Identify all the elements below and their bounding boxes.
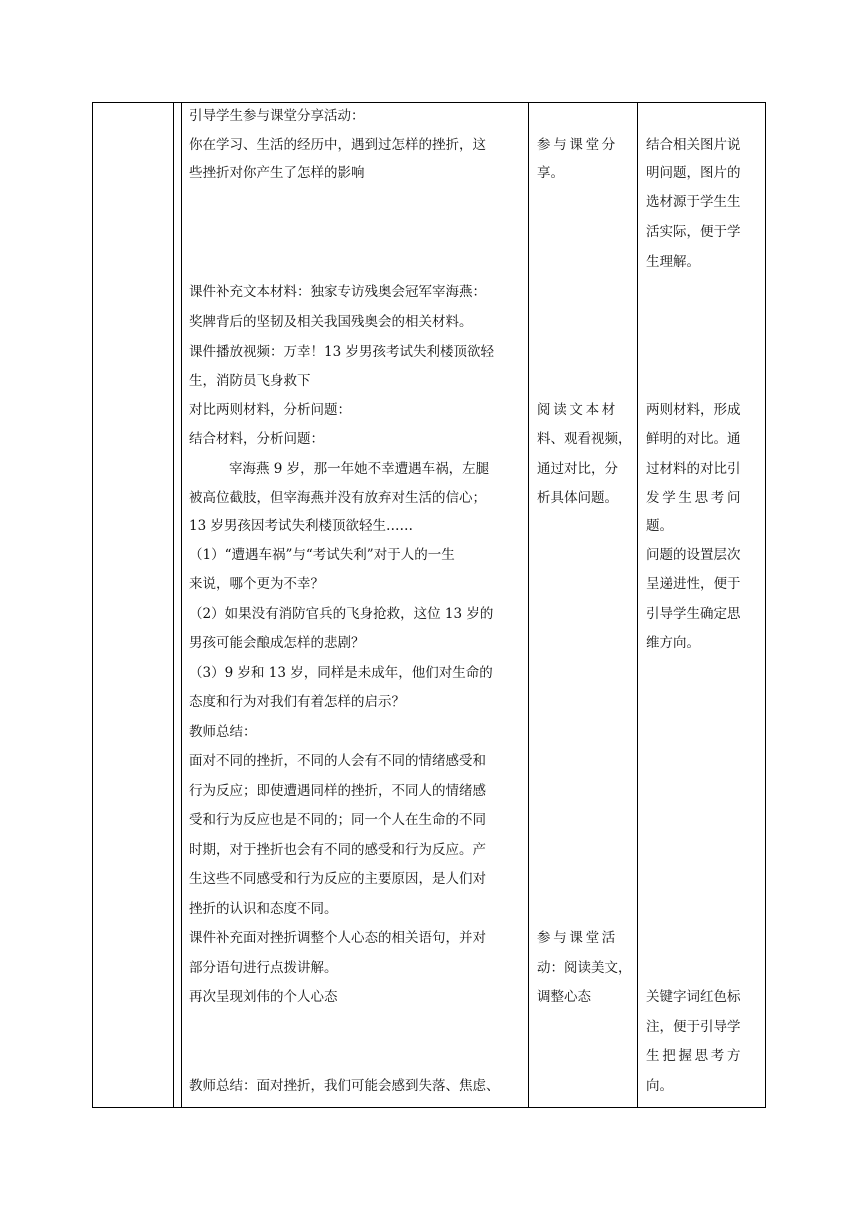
summary-text: 面对不同的挫折，不同的人会有不同的情绪感受和	[189, 753, 486, 769]
design-intent-text: 过材料的对比引	[646, 461, 741, 477]
student-activity-column	[537, 103, 633, 1107]
question-text: 些挫折对你产生了怎样的影响	[189, 165, 365, 181]
summary-text: 行为反应；即使遭遇同样的挫折，不同人的情绪感	[189, 783, 486, 799]
question-1: 来说，哪个更为不幸？	[189, 576, 324, 592]
summary-heading: 教师总结：	[189, 724, 257, 740]
design-intent-text: 向。	[646, 1078, 673, 1094]
teacher-activity-column	[189, 103, 523, 1107]
design-intent-text: 活实际，便于学	[646, 224, 741, 240]
design-intent-text: 维方向。	[646, 635, 700, 651]
column-divider	[173, 103, 174, 1107]
question-3: （3）9 岁和 13 岁，同样是未成年，他们对生命的	[189, 665, 493, 681]
design-intent-text: 结合相关图片说	[646, 137, 741, 153]
design-intent-text: 呈递进性，便于	[646, 576, 741, 592]
column-divider	[528, 103, 529, 1107]
story-text: 13 岁男孩因考试失利楼顶欲轻生……	[189, 518, 413, 534]
design-intent-column	[646, 103, 760, 1107]
material-text: 奖牌背后的坚韧及相关我国残奥会的相关材料。	[189, 314, 473, 330]
design-intent-text: 题。	[646, 518, 673, 534]
question-text: 你在学习、生活的经历中，遇到过怎样的挫折，这	[189, 137, 486, 153]
student-activity-text: 调整心态	[537, 989, 591, 1005]
column-divider	[181, 103, 182, 1107]
design-intent-text: 明问题，图片的	[646, 165, 741, 181]
student-activity-text: 通过对比，分	[537, 461, 618, 477]
design-intent-text: 关键字词红色标	[646, 989, 741, 1005]
combine-heading: 结合材料，分析问题：	[189, 431, 324, 447]
question-1: （1）“遭遇车祸”与“考试失利”对于人的一生	[189, 547, 455, 563]
design-intent-text: 引导学生确定思	[646, 606, 741, 622]
student-activity-text: 料、观看视频，	[537, 431, 632, 447]
summary-text: 受和行为反应也是不同的；同一个人在生命的不同	[189, 812, 486, 828]
video-text: 生，消防员飞身救下	[189, 373, 311, 389]
student-activity-text: 享。	[537, 165, 564, 181]
design-intent-text: 注，便于引导学	[646, 1019, 741, 1035]
question-2: （2）如果没有消防官兵的飞身抢救，这位 13 岁的	[189, 606, 494, 622]
liuwei-text: 再次呈现刘伟的个人心态	[189, 989, 338, 1005]
supplement-text: 部分语句进行点拨讲解。	[189, 960, 338, 976]
student-activity-text: 阅读文本材	[537, 402, 618, 418]
student-activity-text: 动：阅读美文，	[537, 960, 632, 976]
design-intent-text: 问题的设置层次	[646, 547, 741, 563]
summary-text: 时期，对于挫折也会有不同的感受和行为反应。产	[189, 842, 486, 858]
lesson-plan-table	[92, 102, 766, 1108]
summary-text: 挫折的认识和态度不同。	[189, 901, 338, 917]
material-text: 课件补充文本材料：独家专访残奥会冠军宰海燕：	[189, 284, 486, 300]
story-text: 宰海燕 9 岁，那一年她不幸遭遇车祸，左腿	[229, 461, 490, 477]
summary-text: 生这些不同感受和行为反应的主要原因，是人们对	[189, 871, 486, 887]
story-text: 被高位截肢，但宰海燕并没有放弃对生活的信心；	[189, 490, 486, 506]
design-intent-text: 生把握思考方	[646, 1048, 744, 1064]
student-activity-text: 参与课堂活	[537, 930, 618, 946]
question-3: 态度和行为对我们有着怎样的启示？	[189, 694, 405, 710]
design-intent-text: 鲜明的对比。通	[646, 431, 741, 447]
final-summary-text: 教师总结：面对挫折，我们可能会感到失落、焦虑、	[189, 1078, 500, 1094]
compare-heading: 对比两则材料，分析问题：	[189, 402, 351, 418]
column-divider	[637, 103, 638, 1107]
guide-heading: 引导学生参与课堂分享活动：	[189, 108, 365, 124]
design-intent-text: 生理解。	[646, 254, 700, 270]
student-activity-text: 参与课堂分	[537, 137, 618, 153]
design-intent-text: 发学生思考问	[646, 490, 744, 506]
student-activity-text: 析具体问题。	[537, 490, 618, 506]
question-2: 男孩可能会酿成怎样的悲剧？	[189, 635, 365, 651]
video-text: 课件播放视频：万幸！13 岁男孩考试失利楼顶欲轻	[189, 344, 494, 360]
design-intent-text: 两则材料，形成	[646, 402, 741, 418]
design-intent-text: 选材源于学生生	[646, 194, 741, 210]
supplement-text: 课件补充面对挫折调整个人心态的相关语句，并对	[189, 930, 486, 946]
